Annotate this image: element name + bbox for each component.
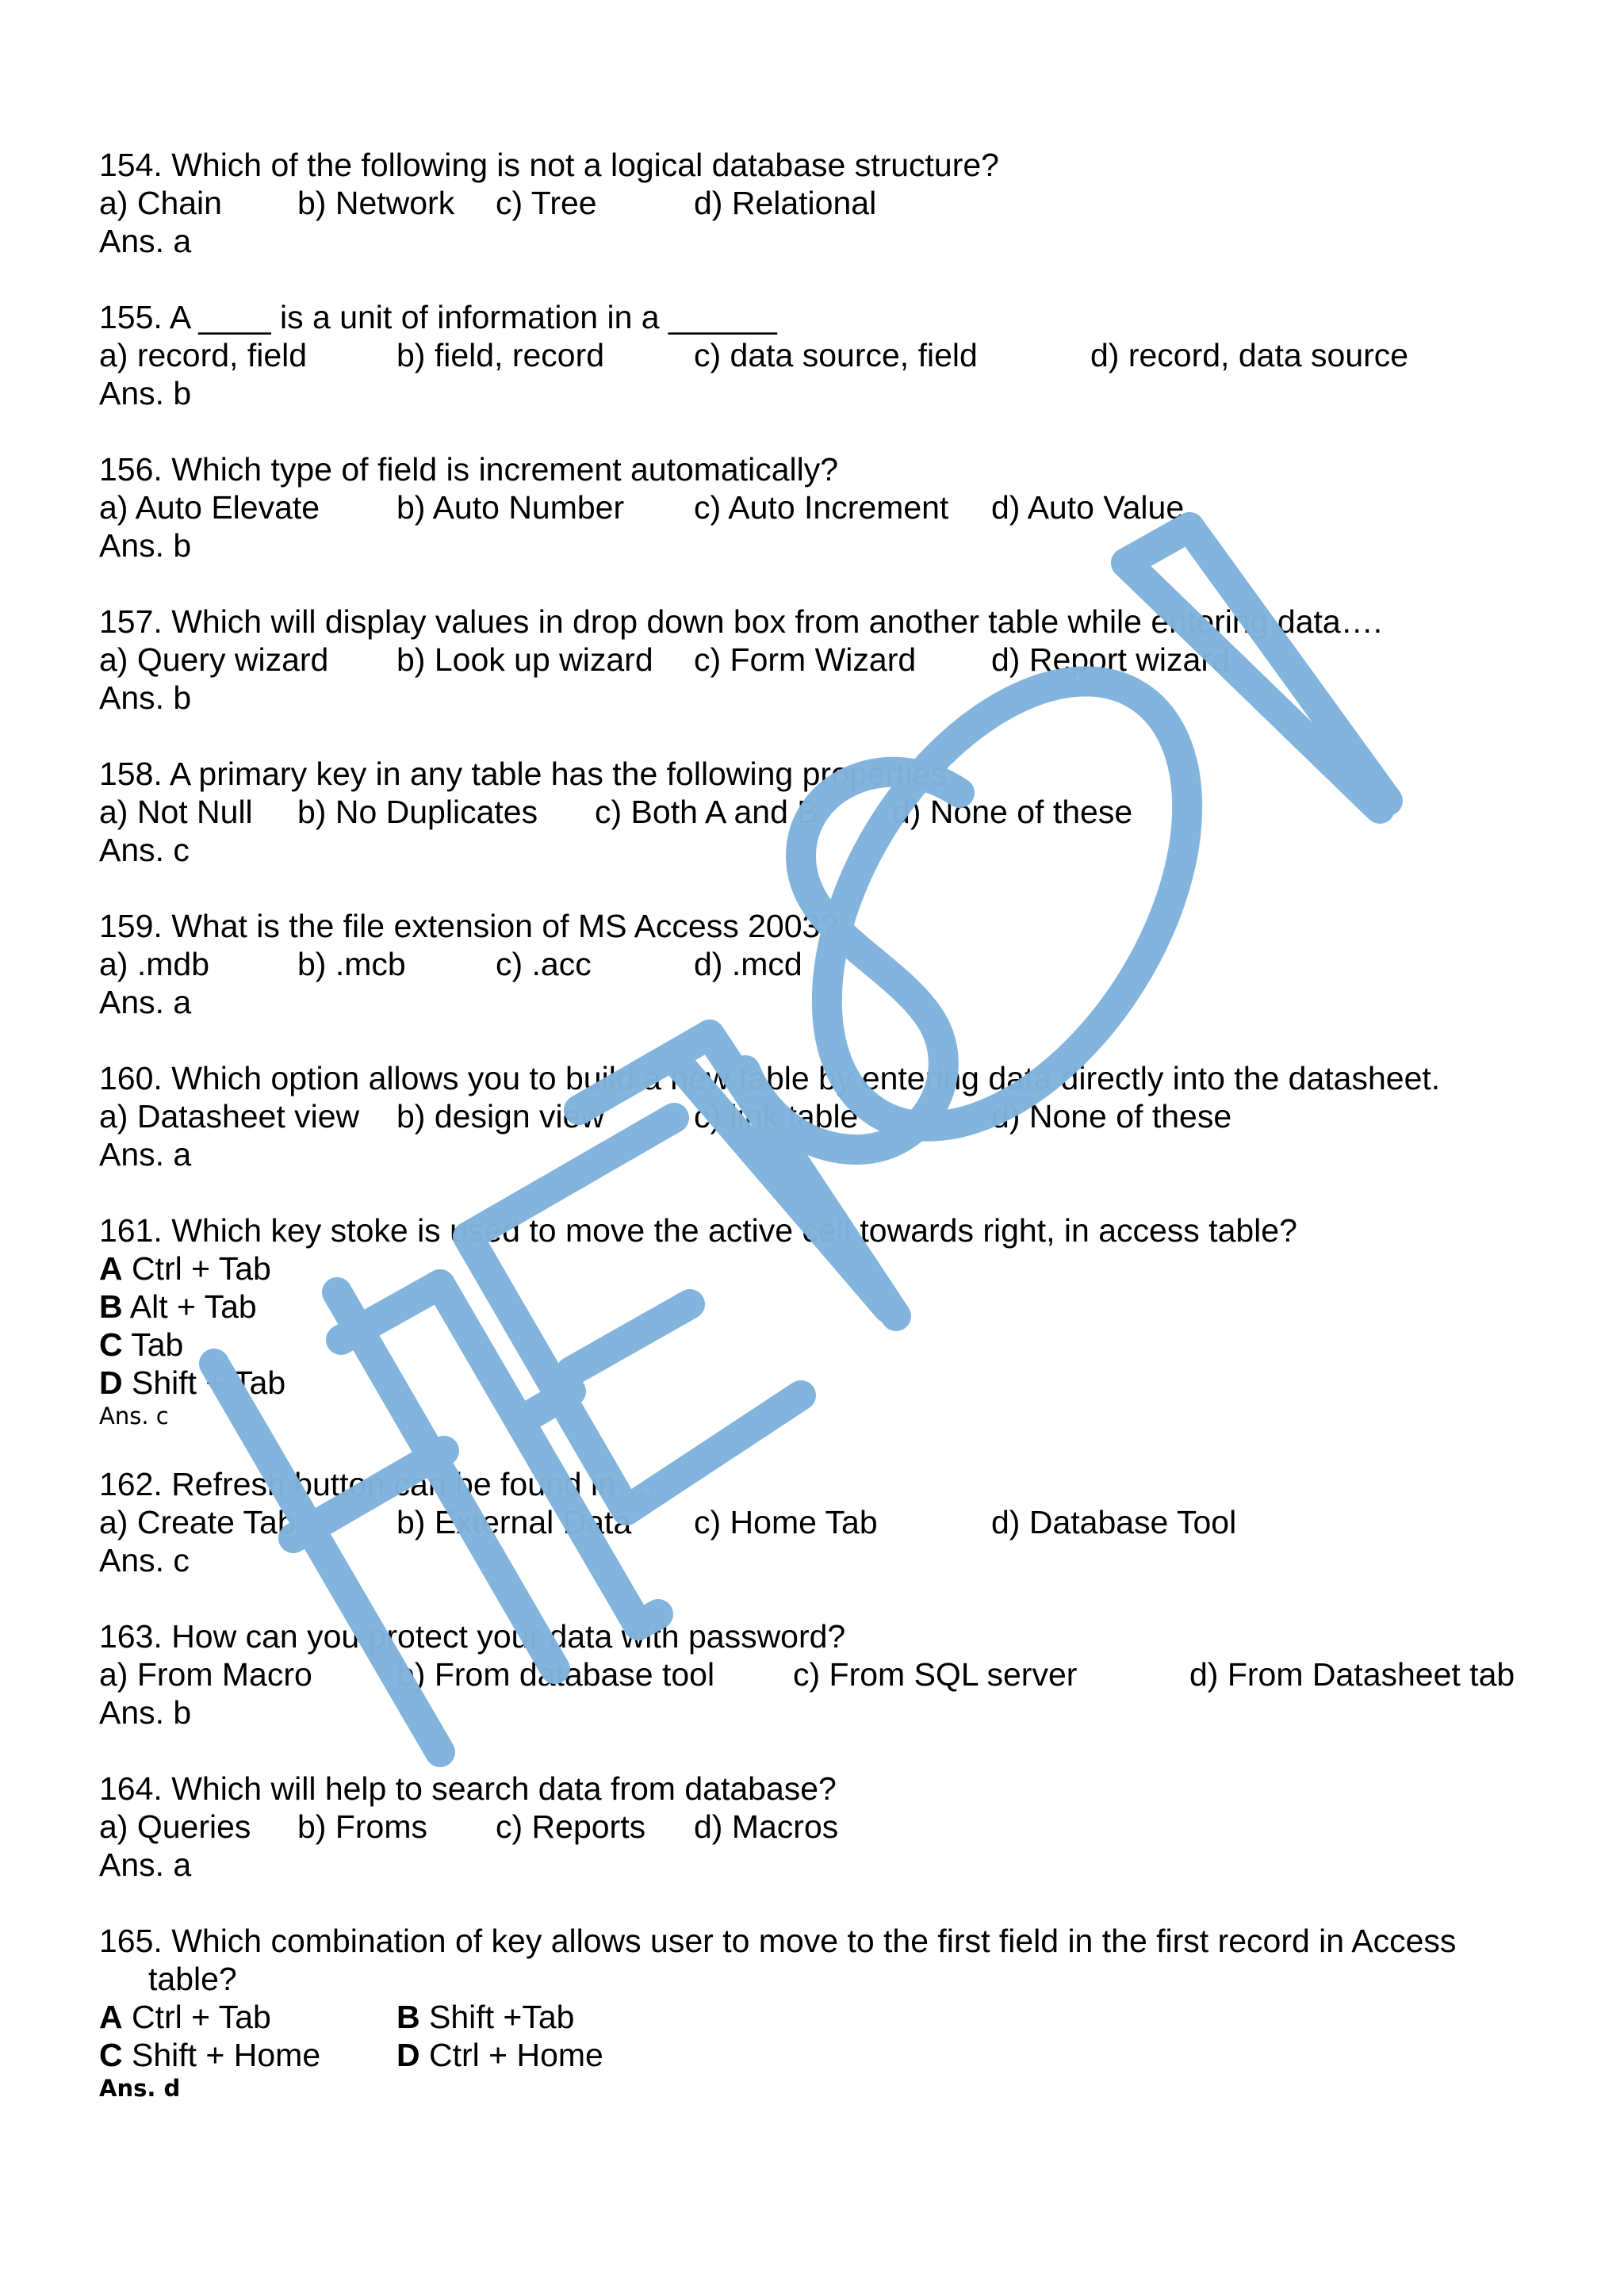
option-d: d) Relational [694,185,877,221]
option-c: c) Tree [496,185,597,221]
option-d [396,2036,603,2074]
option-b [99,1288,257,1326]
option-d: d) None of these [991,1098,1232,1135]
answer: Ans. a [99,984,192,1020]
option-d: d) Auto Value [991,489,1185,526]
option-d: d) .mcd [694,946,802,982]
option-c: c) Form Wizard [694,641,917,678]
option-text: Shift +Tab [419,1999,575,2035]
option-letter: C [99,1326,123,1363]
option-text: Ctrl + Home [419,2037,603,2073]
question-text: 164. Which will help to search data from database? [99,1770,837,1807]
option-d: d) record, data source [1090,337,1409,373]
answer: Ans. a [99,1846,192,1883]
option-text: Tab [122,1326,184,1363]
option-letter: D [99,1364,123,1401]
answer: Ans. b [99,375,192,411]
option-a: a) Chain [99,185,222,221]
option-b: b) Network [297,185,455,221]
option-b: b) .mcb [297,946,406,982]
option-b: b) Look up wizard [396,641,653,678]
option-a [99,1249,271,1288]
option-c [99,2036,320,2074]
option-d: d) Macros [694,1808,839,1845]
option-b: b) design view [396,1098,605,1135]
option-a: a) Not Null [99,794,253,830]
question-text: 161. Which key stoke is used to move the active cell towards right, in access table? [99,1212,1297,1249]
question-text-continued: table? [148,1961,237,1997]
option-a: a) Create Tab [99,1504,296,1540]
answer: Ans. b [99,527,192,564]
option-b: b) Auto Number [396,489,625,526]
answer: Ans. c [99,1402,169,1429]
option-a: a) record, field [99,337,308,373]
question-text: 154. Which of the following is not a logical database structure? [99,147,999,183]
option-d: d) Database Tool [991,1504,1237,1540]
question-text: 157. Which will display values in drop down box from another table while entering data…. [99,603,1383,640]
option-c: c) Reports [496,1808,646,1845]
option-c: c) Home Tab [694,1504,878,1540]
option-a: a) Datasheet view [99,1098,360,1135]
option-c: c) link table [694,1098,859,1135]
option-text: Alt + Tab [122,1288,257,1325]
option-letter: A [99,1250,123,1287]
option-c: c) Both A and B [595,794,819,830]
option-letter: A [99,1999,123,2035]
option-a: a) From Macro [99,1656,312,1693]
option-a [99,1998,271,2036]
option-d: d) None of these [892,794,1133,830]
question-text: 158. A primary key in any table has the following properties [99,756,947,792]
answer: Ans. d [99,2075,181,2102]
question-text: 156. Which type of field is increment automatically? [99,451,839,488]
option-d [99,1364,285,1402]
option-a: a) .mdb [99,946,209,982]
option-text: Shift + Tab [122,1364,286,1401]
option-c [99,1326,183,1364]
answer: Ans. a [99,1136,192,1173]
option-a: a) Query wizard [99,641,329,678]
option-a: a) Auto Elevate [99,489,320,526]
question-text: 155. A ____ is a unit of information in a ______ [99,299,777,335]
option-d: d) From Datasheet tab [1189,1656,1515,1693]
option-letter: B [99,1288,123,1325]
option-c: c) .acc [496,946,592,982]
answer: Ans. b [99,1694,192,1731]
question-text: 159. What is the file extension of MS Access 2003? [99,908,839,944]
question-text: 160. Which option allows you to build a new table by entering data directly into the datasheet. [99,1060,1441,1096]
question-text: 165. Which combination of key allows user to move to the first field in the first record in Access [99,1923,1457,1959]
answer: Ans. c [99,832,190,868]
answer: Ans. c [99,1542,190,1578]
option-letter: C [99,2037,123,2073]
option-text: Ctrl + Tab [122,1250,271,1287]
option-b: b) External Data [396,1504,632,1540]
option-b [396,1998,574,2036]
question-text: 162. Refresh button can be found in…. [99,1466,658,1502]
option-c: c) Auto Increment [694,489,949,526]
option-letter: B [396,1999,420,2035]
option-text: Ctrl + Tab [122,1999,271,2035]
option-text: Shift + Home [122,2037,321,2073]
option-b: b) field, record [396,337,605,373]
option-c: c) data source, field [694,337,978,373]
option-c: c) From SQL server [793,1656,1078,1693]
answer: Ans. a [99,223,192,259]
question-text: 163. How can you protect your data with password? [99,1618,846,1655]
option-a: a) Queries [99,1808,251,1845]
option-letter: D [396,2037,420,2073]
answer: Ans. b [99,679,192,716]
option-d: d) Report wizard [991,641,1230,678]
option-b: b) From database tool [396,1656,715,1693]
option-b: b) No Duplicates [297,794,538,830]
option-b: b) Froms [297,1808,427,1845]
